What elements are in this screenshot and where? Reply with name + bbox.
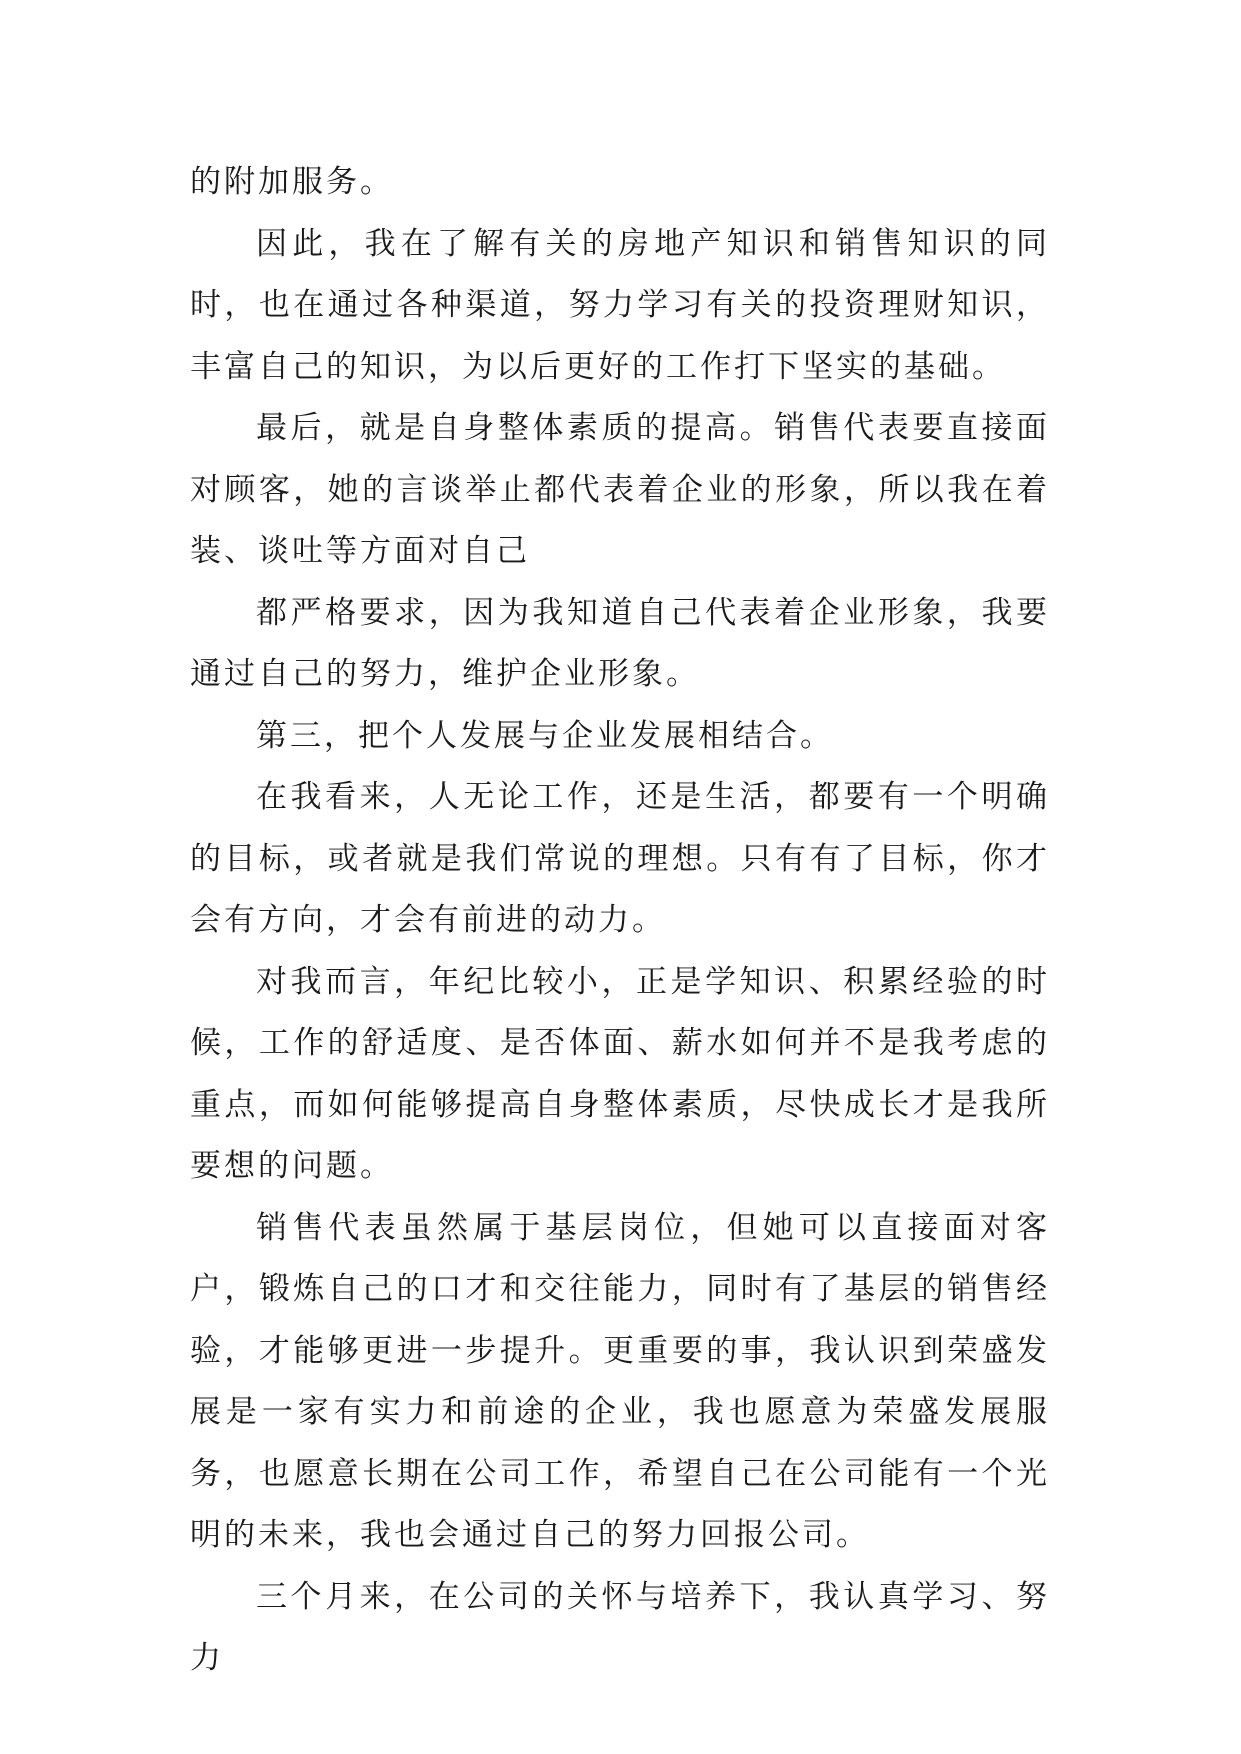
paragraph-1: 的附加服务。 — [190, 164, 394, 200]
paragraph-2: 因此，我在了解有关的房地产知识和销售知识的同时，也在通过各种渠道，努力学习有关的投资理财知识，丰富自己的知识，为以后更好的工作打下坚实的基础。 — [190, 225, 1050, 385]
document-body — [190, 152, 1050, 1690]
paragraph-4: 都严格要求，因为我知道自己代表着企业形象，我要通过自己的努力，维护企业形象。 — [190, 594, 1050, 692]
paragraph-7: 对我而言，年纪比较小，正是学知识、积累经验的时候，工作的舒适度、是否体面、薪水如何并不是我考虑的重点，而如何能够提高自身整体素质，尽快成长才是我所要想的问题。 — [190, 963, 1050, 1184]
paragraph-9: 三个月来，在公司的关怀与培养下，我认真学习、努力 — [190, 1578, 1050, 1676]
paragraph-5: 第三，把个人发展与企业发展相结合。 — [256, 717, 834, 754]
paragraph-8: 销售代表虽然属于基层岗位，但她可以直接面对客户，锻炼自己的口才和交往能力，同时有了基层的销售经验，才能够更进一步提升。更重要的事，我认识到荣盛发展是一家有实力和前途的企业，我也愿意为荣盛发展服务，也愿意长期在公司工作，希望自己在公司能有一个光明的未来，我也会通过自己的努力回报公司。 — [190, 1209, 1050, 1553]
paragraph-3: 最后，就是自身整体素质的提高。销售代表要直接面对顾客，她的言谈举止都代表着企业的形象，所以我在着装、谈吐等方面对自己 — [190, 410, 1050, 569]
paragraph-6: 在我看来，人无论工作，还是生活，都要有一个明确的目标，或者就是我们常说的理想。只有有了目标，你才会有方向，才会有前进的动力。 — [190, 779, 1050, 938]
